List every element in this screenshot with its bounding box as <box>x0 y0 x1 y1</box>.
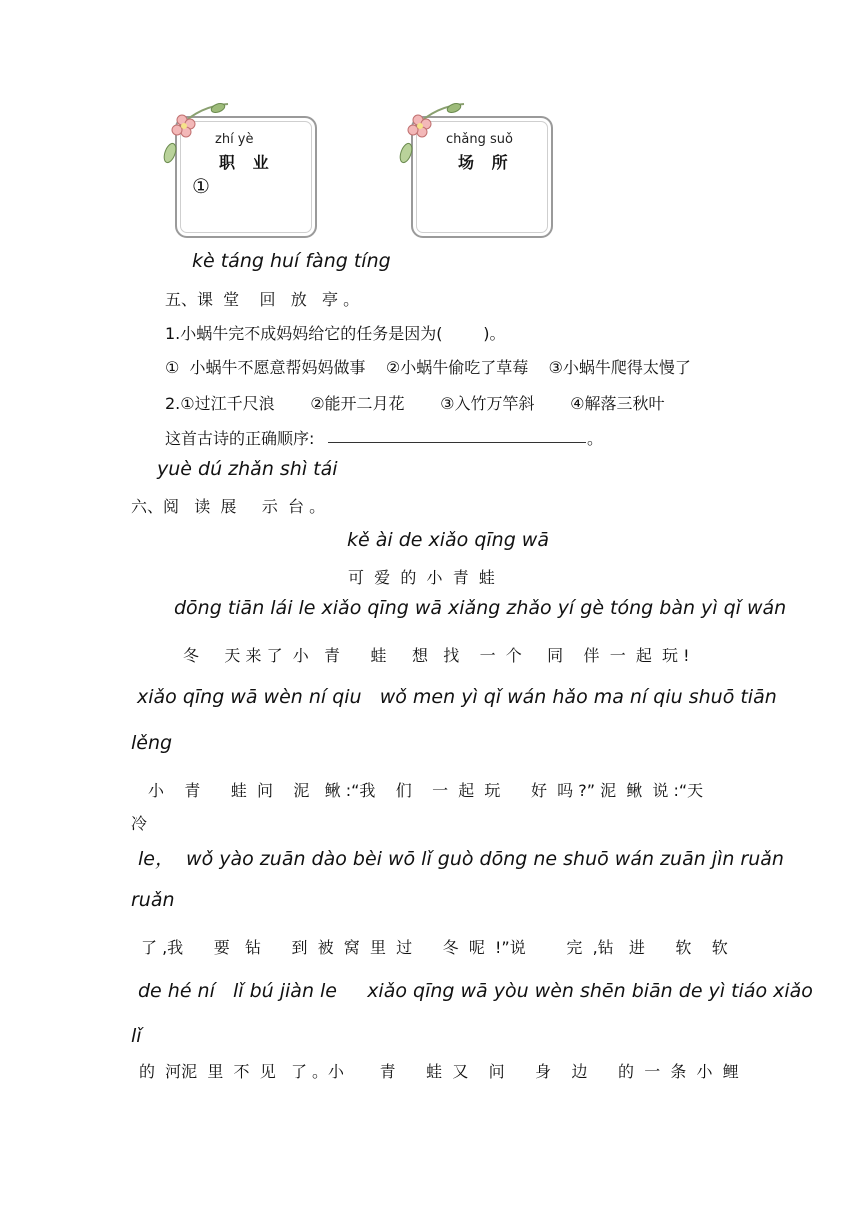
story-line-pinyin: xiǎo qīng wā wèn ní qiu wǒ men yì qǐ wán hǎo ma ní qiu shuō tiān <box>137 686 777 708</box>
story-line-text-wrap: 冷 <box>131 814 148 833</box>
card-number: ① <box>192 174 210 198</box>
question-2-order-label: 这首古诗的正确顺序: <box>165 429 315 448</box>
card-characters: 场 所 <box>458 153 514 172</box>
story-line-text: 的 河泥 里 不 见 了 。小 青 蛙 又 问 身 边 的 一 条 小 鲤 <box>139 1062 739 1081</box>
card-characters: 职 业 <box>219 153 275 172</box>
question-2-end: 。 <box>587 429 604 448</box>
story-line-pinyin: de hé ní lǐ bú jiàn le xiǎo qīng wā yòu wèn shēn biān de yì tiáo xiǎo <box>138 980 813 1002</box>
story-line-pinyin-wrap: lěng <box>131 732 173 754</box>
question-2: 2.①过江千尺浪 ②能开二月花 ③入竹万竿斜 ④解落三秋叶 <box>165 394 665 413</box>
story-line-text: 小 青 蛙 问 泥 鳅 :“我 们 一 起 玩 好 吗 ?” 泥 鳅 说 :“天 <box>148 781 704 800</box>
story-title-pinyin: kě ài de xiǎo qīng wā <box>347 529 549 551</box>
question-1: 1.小蜗牛完不成妈妈给它的任务是因为( )。 <box>165 324 506 343</box>
story-line-pinyin: le， wǒ yào zuān dào bèi wō lǐ guò dōng ne shuō wán zuān jìn ruǎn <box>138 848 784 870</box>
story-line-text: 冬 天 来 了 小 青 蛙 想 找 一 个 同 伴 一 起 玩 ! <box>183 646 690 665</box>
section6-heading: 六、阅 读 展 示 台 。 <box>131 497 326 516</box>
answer-blank[interactable] <box>328 441 586 443</box>
section5-heading: 五、课 堂 回 放 亭 。 <box>165 290 360 309</box>
card-pinyin: chǎng suǒ <box>446 132 513 147</box>
card-pinyin: zhí yè <box>215 132 254 147</box>
story-line-text: 了 ,我 要 钻 到 被 窝 里 过 冬 呢 !”说 完 ,钻 进 软 软 <box>141 938 728 957</box>
question-1-options: ① 小蜗牛不愿意帮妈妈做事 ②小蜗牛偷吃了草莓 ③小蜗牛爬得太慢了 <box>165 358 691 377</box>
story-line-pinyin-wrap: lǐ <box>131 1025 142 1047</box>
story-title: 可 爱 的 小 青 蛙 <box>348 568 495 587</box>
story-line-pinyin: dōng tiān lái le xiǎo qīng wā xiǎng zhǎo yí gè tóng bàn yì qǐ wán <box>174 597 787 619</box>
flower-decoration-icon <box>160 98 240 178</box>
section6-pinyin: yuè dú zhǎn shì tái <box>157 458 338 480</box>
section5-pinyin: kè táng huí fàng tíng <box>192 250 391 272</box>
story-line-pinyin-wrap: ruǎn <box>131 889 175 911</box>
flower-decoration-icon <box>396 98 476 178</box>
